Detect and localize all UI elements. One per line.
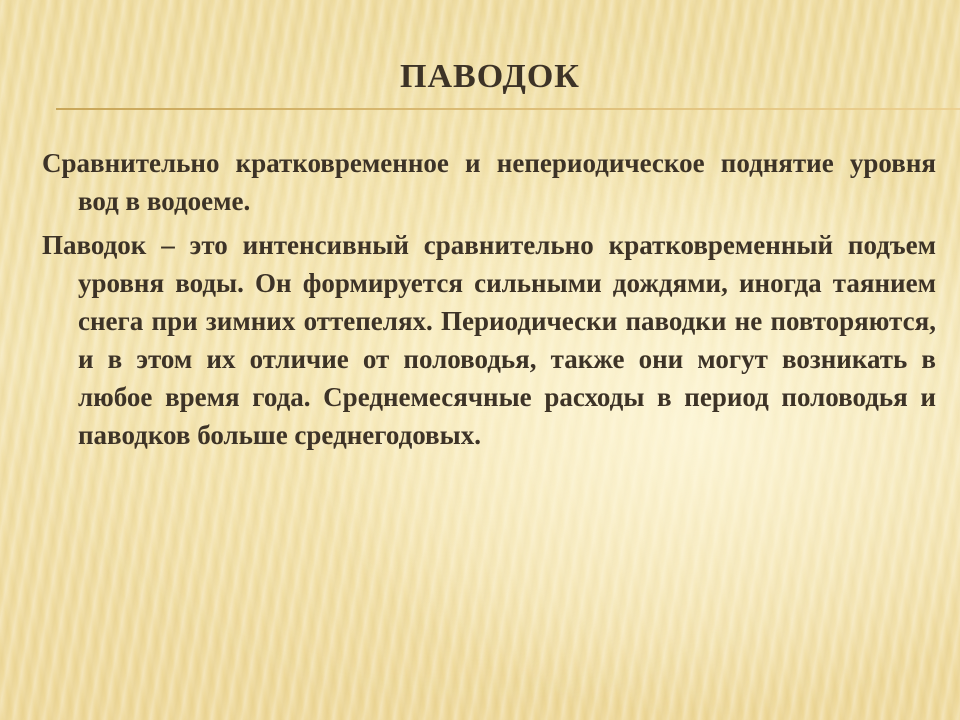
slide-body [42, 144, 936, 460]
definition-paragraph: Сравнительно кратковременное и непериодическое поднятие уровня вод в водоеме. [42, 148, 936, 216]
title-divider [56, 108, 960, 110]
slide-title: ПАВОДОК [400, 58, 580, 95]
description-paragraph: Паводок – это интенсивный сравнительно кратковременный подъем уровня воды. Он формируется сильными дождями, иногда таянием снега при зимних оттепелях. Периодически паводки не повторяются, и в этом их отличие от половодья, также они могут возникать в любое время года. Среднемесячные расходы в период половодья и паводков больше среднегодовых. [42, 230, 936, 450]
